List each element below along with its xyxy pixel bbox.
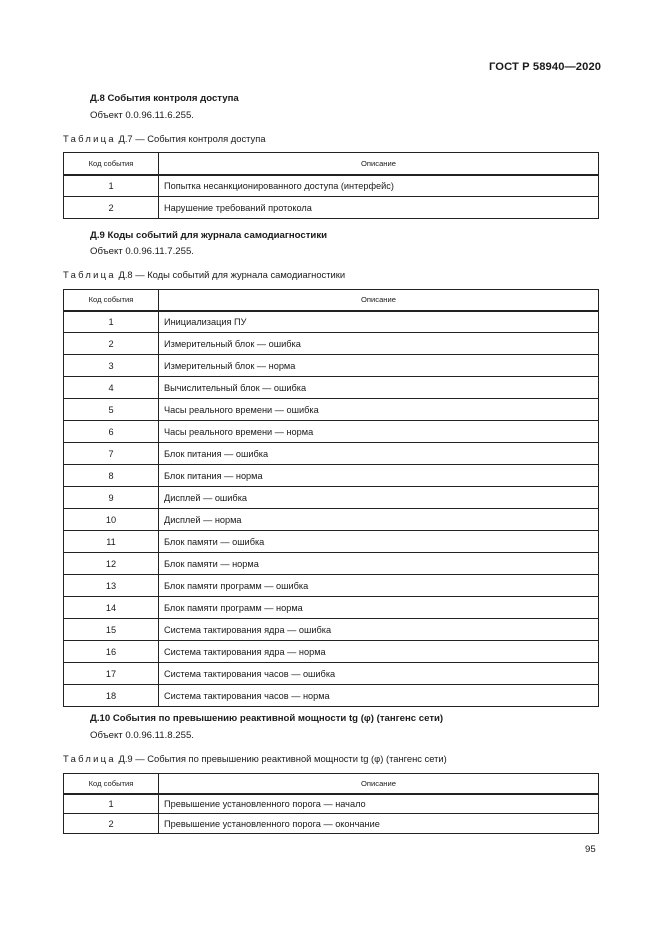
caption-text: Д.8 — Коды событий для журнала самодиагностики xyxy=(115,269,346,280)
column-header-code: Код события xyxy=(64,153,159,175)
table-row xyxy=(64,509,599,531)
table-row xyxy=(64,531,599,553)
page-number: 95 xyxy=(585,844,596,855)
table-row xyxy=(64,663,599,685)
event-description: Система тактирования ядра — ошибка xyxy=(159,619,599,641)
event-description: Система тактирования часов — норма xyxy=(159,685,599,707)
event-code: 18 xyxy=(64,685,159,707)
event-description: Измерительный блок — ошибка xyxy=(159,333,599,355)
event-code: 2 xyxy=(64,197,159,219)
table-row xyxy=(64,333,599,355)
column-header-description: Описание xyxy=(159,774,599,794)
event-description: Инициализация ПУ xyxy=(159,311,599,333)
table-row xyxy=(64,355,599,377)
table-row xyxy=(64,197,599,219)
event-description: Превышение установленного порога — окончание xyxy=(159,814,599,834)
table-row xyxy=(64,465,599,487)
table-caption xyxy=(63,269,345,280)
event-description: Нарушение требований протокола xyxy=(159,197,599,219)
event-description: Система тактирования ядра — норма xyxy=(159,641,599,663)
event-description: Превышение установленного порога — начало xyxy=(159,794,599,814)
event-code: 8 xyxy=(64,465,159,487)
table-row xyxy=(64,487,599,509)
event-description: Блок памяти — норма xyxy=(159,553,599,575)
event-code: 5 xyxy=(64,399,159,421)
event-code: 16 xyxy=(64,641,159,663)
event-code: 6 xyxy=(64,421,159,443)
table-access-control-events xyxy=(63,152,599,219)
table-row xyxy=(64,597,599,619)
event-description: Блок питания — норма xyxy=(159,465,599,487)
event-code: 11 xyxy=(64,531,159,553)
column-header-code: Код события xyxy=(64,774,159,794)
section-title: Д.10 События по превышению реактивной мощности tg (φ) (тангенс сети) xyxy=(90,713,444,724)
column-header-description: Описание xyxy=(159,153,599,175)
event-code: 2 xyxy=(64,333,159,355)
event-code: 1 xyxy=(64,311,159,333)
caption-prefix: Таблица xyxy=(63,753,116,764)
event-code: 9 xyxy=(64,487,159,509)
table-row xyxy=(64,794,599,814)
table-reactive-power-events xyxy=(63,773,599,834)
event-description: Вычислительный блок — ошибка xyxy=(159,377,599,399)
caption-prefix: Таблица xyxy=(63,269,116,280)
table-row xyxy=(64,421,599,443)
event-description: Дисплей — ошибка xyxy=(159,487,599,509)
column-header-description: Описание xyxy=(159,290,599,311)
event-description: Дисплей — норма xyxy=(159,509,599,531)
event-code: 15 xyxy=(64,619,159,641)
column-header-code: Код события xyxy=(64,290,159,311)
event-description: Блок памяти — ошибка xyxy=(159,531,599,553)
table-caption xyxy=(63,753,447,764)
caption-text: Д.7 — События контроля доступа xyxy=(115,133,266,144)
table-row xyxy=(64,685,599,707)
event-description: Система тактирования часов — ошибка xyxy=(159,663,599,685)
table-row xyxy=(64,619,599,641)
table-row xyxy=(64,175,599,197)
event-code: 10 xyxy=(64,509,159,531)
event-code: 1 xyxy=(64,175,159,197)
table-caption xyxy=(63,133,266,144)
table-row xyxy=(64,814,599,834)
event-code: 1 xyxy=(64,794,159,814)
section-title: Д.8 События контроля доступа xyxy=(90,93,239,104)
event-code: 7 xyxy=(64,443,159,465)
table-row xyxy=(64,553,599,575)
event-code: 4 xyxy=(64,377,159,399)
event-code: 13 xyxy=(64,575,159,597)
caption-prefix: Таблица xyxy=(63,133,116,144)
event-description: Часы реального времени — норма xyxy=(159,421,599,443)
table-row xyxy=(64,399,599,421)
event-description: Блок памяти программ — норма xyxy=(159,597,599,619)
table-self-diagnostic-codes xyxy=(63,289,599,707)
event-description: Измерительный блок — норма xyxy=(159,355,599,377)
event-code: 2 xyxy=(64,814,159,834)
event-description: Попытка несанкционированного доступа (интерфейс) xyxy=(159,175,599,197)
event-code: 3 xyxy=(64,355,159,377)
table-row xyxy=(64,575,599,597)
event-code: 12 xyxy=(64,553,159,575)
table-row xyxy=(64,641,599,663)
table-row xyxy=(64,377,599,399)
section-title: Д.9 Коды событий для журнала самодиагностики xyxy=(90,230,328,241)
caption-text: Д.9 — События по превышению реактивной мощности tg (φ) (тангенс сети) xyxy=(115,753,447,764)
object-id: Объект 0.0.96.11.8.255. xyxy=(90,730,194,741)
object-id: Объект 0.0.96.11.6.255. xyxy=(90,110,194,121)
event-description: Блок памяти программ — ошибка xyxy=(159,575,599,597)
table-row xyxy=(64,443,599,465)
event-description: Блок питания — ошибка xyxy=(159,443,599,465)
event-code: 14 xyxy=(64,597,159,619)
document-header: ГОСТ Р 58940—2020 xyxy=(489,61,602,73)
event-description: Часы реального времени — ошибка xyxy=(159,399,599,421)
object-id: Объект 0.0.96.11.7.255. xyxy=(90,246,194,257)
event-code: 17 xyxy=(64,663,159,685)
table-row xyxy=(64,311,599,333)
